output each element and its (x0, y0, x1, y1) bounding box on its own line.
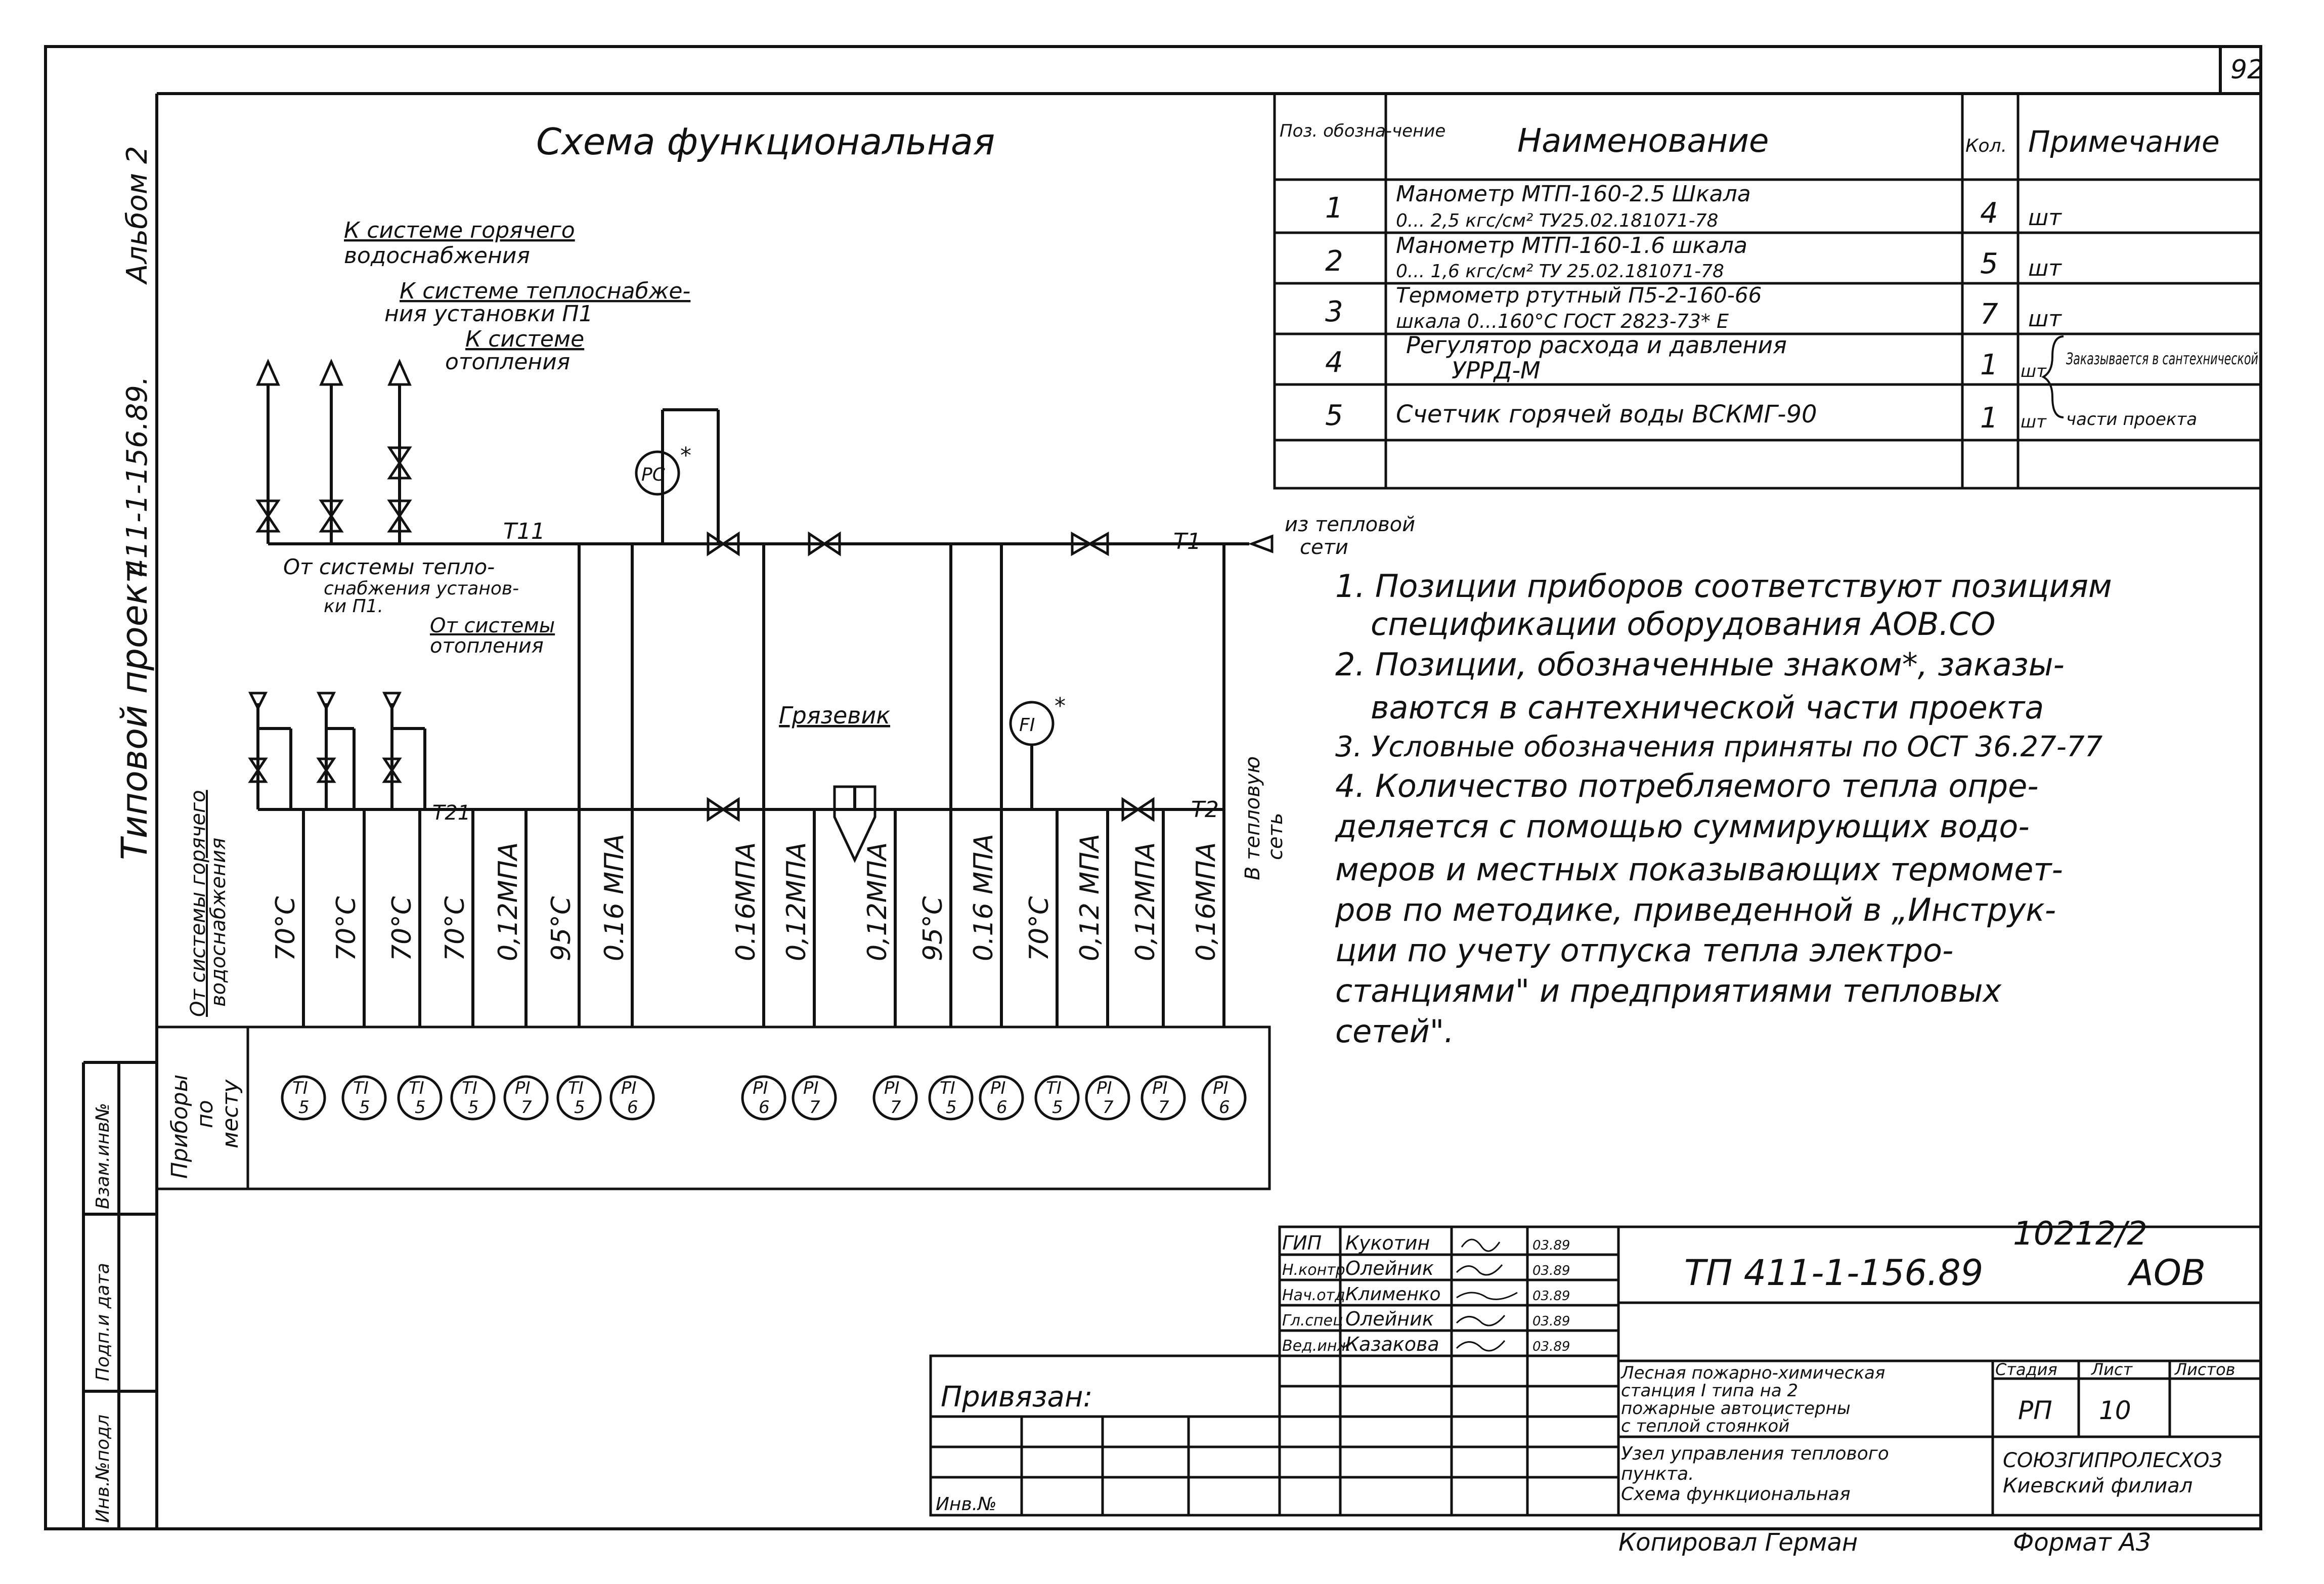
instrument-pos: 6 (996, 1097, 1007, 1118)
tag-t2: Т2 (1191, 797, 1219, 823)
label-to-network-1: В тепловую (1241, 756, 1264, 880)
label-from-heating-2: отопления (430, 634, 544, 658)
spec-name: Регулятор расхода и давления (1406, 331, 1787, 359)
sheet-header: Лист (2091, 1360, 2133, 1379)
name: Олейник (1345, 1257, 1434, 1279)
doc-number: 10212/2 (2013, 1215, 2147, 1253)
label-from-hot-water-1: От системы горячего (187, 790, 210, 1017)
tag-t1: Т1 (1173, 529, 1201, 554)
spec-header-qty: Кол. (1965, 136, 2007, 156)
reading-label: 0,12МПА (862, 842, 893, 961)
label-from-network-2: сети (1300, 536, 1348, 559)
name: Олейник (1345, 1308, 1434, 1330)
reading-label: 70°С (271, 896, 301, 961)
spec-name: Манометр МТП-160-2.5 Шкала (1396, 181, 1751, 207)
title-block (931, 1215, 2261, 1557)
sheet-title-line: Узел управления теплового (1621, 1443, 1889, 1464)
object-line: пожарные автоцистерны (1621, 1398, 1851, 1419)
instrument-pos: 5 (946, 1097, 957, 1118)
role: Н.контр (1282, 1261, 1345, 1279)
note-line: деляется с помощью суммирующих водо- (1335, 808, 2030, 845)
spec-note-a: Заказывается в сантехнической (2066, 349, 2258, 368)
spec-unit: шт (2028, 205, 2062, 231)
drawing-title: Схема функциональная (536, 120, 995, 163)
date: 03.89 (1532, 1263, 1570, 1278)
reading-label: 70°С (440, 896, 470, 961)
name: Клименко (1345, 1284, 1441, 1305)
notes (1335, 568, 2112, 1050)
instrument-pos: 5 (359, 1097, 370, 1118)
spec-row-4 (1325, 331, 2047, 384)
label-heat-supply-1: К системе теплоснабже- (400, 278, 691, 304)
label-instruments-1: Приборы (167, 1074, 193, 1179)
date: 03.89 (1532, 1289, 1570, 1304)
note-line: ваются в сантехнической части проекта (1371, 689, 2044, 726)
label-instruments-3: месту (217, 1079, 243, 1148)
spec-name-2: 0... 2,5 кгс/см² ТУ25.02.181071-78 (1396, 210, 1719, 231)
stage-header: Стадия (1995, 1360, 2057, 1379)
instrument-balloon (1036, 1077, 1078, 1119)
instrument-type: TI (462, 1078, 477, 1098)
instrument-type: PI (803, 1078, 819, 1098)
instrument-balloon (1142, 1077, 1185, 1119)
pc-asterisk: * (680, 443, 691, 468)
label-heat-supply-2: ния установки П1 (384, 301, 593, 327)
note-line: ции по учету отпуска тепла электро- (1335, 932, 1954, 969)
reading-label: 70°С (331, 896, 362, 961)
spec-name: Термометр ртутный П5-2-160-66 (1396, 283, 1762, 308)
instrument-balloon (343, 1077, 385, 1119)
role: Нач.отд (1282, 1287, 1345, 1304)
note-line: станциями" и предприятиями тепловых (1335, 972, 2002, 1009)
instrument-balloon (1086, 1077, 1129, 1119)
spec-pos: 2 (1325, 245, 1343, 278)
spec-note-b: части проекта (2066, 409, 2198, 430)
note-line: 3. Условные обозначения приняты по ОСТ 36.27-77 (1335, 731, 2103, 763)
spec-name-2: УРРД-М (1452, 357, 1541, 384)
date: 03.89 (1532, 1238, 1570, 1253)
instrument-balloon (452, 1077, 494, 1119)
instrument-pos: 7 (809, 1097, 820, 1118)
sheets-header: Листов (2175, 1360, 2235, 1379)
instrument-type: PI (884, 1078, 900, 1098)
note-line: 1. Позиции приборов соответствуют позициям (1335, 568, 2112, 605)
instrument-balloon (399, 1077, 441, 1119)
note-line: 4. Количество потребляемого тепла опре- (1335, 767, 2039, 804)
instrument-pos: 5 (468, 1097, 479, 1118)
note-line: спецификации оборудования АОВ.СО (1371, 606, 1996, 643)
spec-qty: 1 (1980, 349, 1998, 381)
spec-unit: шт (2028, 306, 2062, 332)
label-hot-water-2: водоснабжения (344, 243, 530, 269)
instrument-type: PI (515, 1078, 531, 1098)
project-type-label: Типовой проект (114, 563, 155, 860)
label-heating-1: К системе (465, 326, 585, 352)
instrument-pos: 6 (627, 1097, 638, 1118)
spec-name: Счетчик горячей воды ВСКМГ-90 (1396, 400, 1817, 429)
name: Кукотин (1345, 1232, 1430, 1254)
instrument-type: PI (990, 1078, 1006, 1098)
reading-label: 70°С (1024, 896, 1055, 961)
valves (250, 448, 1153, 820)
instrument-pos: 5 (1052, 1097, 1063, 1118)
label-from-heat-supply-3: ки П1. (324, 596, 384, 617)
note-line: ров по методике, приведенной в „Инструк- (1335, 891, 2056, 928)
page-number: 92 (2230, 55, 2264, 85)
role: Вед.инж (1282, 1337, 1351, 1355)
spec-row-2 (1325, 233, 2062, 282)
pc-label: PC (641, 464, 665, 485)
spec-name: Манометр МТП-160-1.6 шкала (1396, 233, 1747, 259)
name: Казакова (1345, 1333, 1439, 1355)
format-label: Формат А3 (2013, 1528, 2152, 1557)
stage-value: РП (2018, 1396, 2052, 1425)
instruments-group (282, 1077, 1245, 1119)
spec-pos: 5 (1325, 399, 1343, 432)
tag-t11: Т11 (503, 519, 545, 544)
label-instruments-2: по (192, 1100, 218, 1128)
reading-label: 0,16МПА (1191, 842, 1221, 961)
copied-by: Копировал Герман (1618, 1528, 1858, 1557)
stamp-label-repl: Взам.инв№ (93, 1102, 113, 1209)
instrument-balloon (793, 1077, 836, 1119)
doc-code: ТП 411-1-156.89 (1684, 1252, 1984, 1294)
instrument-type: PI (1213, 1078, 1229, 1098)
instrument-balloon (930, 1077, 972, 1119)
note-line: 2. Позиции, обозначенные знаком*, заказы- (1335, 646, 2065, 683)
reading-label: 95°С (546, 896, 577, 961)
date: 03.89 (1532, 1314, 1570, 1329)
instrument-type: TI (568, 1078, 584, 1098)
instrument-pos: 5 (574, 1097, 585, 1118)
instrument-pos: 7 (890, 1097, 901, 1118)
spec-pos: 1 (1325, 192, 1343, 225)
instrument-type: PI (753, 1078, 768, 1098)
label-hot-water-1: К системе горячего (344, 218, 575, 243)
instrument-pos: 6 (759, 1097, 770, 1118)
reading-label: 0,12МПА (1130, 842, 1161, 961)
stamp-label-inv: Инв.№подл (93, 1414, 113, 1523)
label-heating-2: отопления (445, 349, 571, 375)
reading-label: 0,12МПА (493, 842, 523, 961)
stamp-label-sign: Подп.и дата (93, 1263, 113, 1381)
reading-label: 0.16 МПА (969, 834, 999, 961)
spec-row-5 (1325, 399, 2047, 435)
reading-label: 0,12МПА (781, 842, 812, 961)
doc-mark: АОВ (2129, 1252, 2206, 1294)
instrument-balloon (1203, 1077, 1245, 1119)
object-line: Лесная пожарно-химическая (1621, 1363, 1885, 1383)
sheet-title-line: пункта. (1621, 1464, 1694, 1484)
reading-label: 0,12 МПА (1075, 834, 1105, 961)
spec-row-3 (1325, 283, 2062, 332)
reading-label: 0.16 МПА (599, 834, 630, 961)
label-mud-trap: Грязевик (779, 702, 891, 729)
object-line: станция I типа на 2 (1621, 1381, 1799, 1401)
instrument-pos: 7 (521, 1097, 532, 1118)
instrument-type: TI (409, 1078, 424, 1098)
role: ГИП (1282, 1232, 1322, 1254)
spec-header-pos: Поз. обозна-чение (1280, 121, 1446, 141)
instrument-type: PI (1152, 1078, 1168, 1098)
spec-row-1 (1325, 181, 2062, 231)
bound-label: Привязан: (941, 1381, 1093, 1414)
reading-label: 0.16МПА (731, 842, 761, 961)
spec-table (1275, 94, 2261, 488)
spec-qty: 1 (1980, 402, 1998, 435)
project-code-label: 411-1-156.89. (121, 376, 154, 577)
album-label: Альбом 2 (121, 146, 154, 283)
spec-name-2: шкала 0...160°С ГОСТ 2823-73* Е (1396, 310, 1729, 332)
tag-t21: Т21 (432, 801, 471, 825)
spec-qty: 5 (1980, 247, 1998, 280)
label-from-heat-supply-2: снабжения установ- (324, 578, 519, 599)
instrument-balloon (505, 1077, 547, 1119)
label-from-heat-supply-1: От системы тепло- (283, 554, 495, 579)
spec-unit: шт (2021, 412, 2046, 432)
instrument-type: PI (621, 1078, 637, 1098)
instrument-pos: 7 (1103, 1097, 1114, 1118)
object-line: с теплой стоянкой (1621, 1416, 1790, 1436)
spec-unit: шт (2021, 361, 2046, 381)
instrument-balloon (874, 1077, 916, 1119)
instrument-type: TI (353, 1078, 369, 1098)
spec-pos: 4 (1325, 346, 1343, 379)
org-line: СОЮЗГИПРОЛЕСХОЗ (2003, 1449, 2222, 1472)
flow-arrows (250, 362, 1272, 708)
instrument-type: TI (292, 1078, 308, 1098)
instrument-pos: 5 (415, 1097, 426, 1118)
instrument-type: TI (1046, 1078, 1062, 1098)
label-from-heating-1: От системы (430, 614, 555, 637)
label-from-hot-water-2: водоснабжения (207, 837, 230, 1007)
spec-name-2: 0... 1,6 кгс/см² ТУ 25.02.181071-78 (1396, 261, 1724, 282)
label-from-network-1: из тепловой (1285, 513, 1416, 536)
org-line: Киевский филиал (2003, 1474, 2193, 1497)
brace (2043, 336, 2064, 417)
signature (1457, 1239, 1517, 1351)
role: Гл.спец (1282, 1312, 1343, 1330)
spec-unit: шт (2028, 255, 2062, 281)
instrument-balloon (742, 1077, 785, 1119)
date: 03.89 (1532, 1339, 1570, 1354)
label-to-network-2: сеть (1264, 812, 1287, 860)
instrument-pos: 5 (298, 1097, 310, 1118)
instrument-balloon (980, 1077, 1023, 1119)
sheet-value: 10 (2099, 1396, 2131, 1425)
inv-label: Инв.№ (936, 1494, 997, 1515)
spec-pos: 3 (1325, 295, 1343, 328)
fi-asterisk: * (1055, 693, 1066, 719)
fi-flowmeter (1011, 693, 1066, 745)
instrument-pos: 7 (1158, 1097, 1169, 1118)
spec-header-name: Наименование (1517, 122, 1769, 160)
readings-group (271, 834, 1221, 961)
instrument-type: PI (1097, 1078, 1112, 1098)
sheet-title-line: Схема функциональная (1621, 1484, 1851, 1505)
reading-label: 70°С (387, 896, 417, 961)
spec-header-note: Примечание (2028, 124, 2220, 159)
fi-label: FI (1019, 715, 1035, 736)
instrument-balloon (558, 1077, 600, 1119)
reading-label: 95°С (918, 896, 948, 961)
note-line: меров и местных показывающих термомет- (1335, 851, 2063, 888)
instrument-type: TI (940, 1078, 955, 1098)
note-line: сетей". (1335, 1013, 1455, 1050)
instrument-pos: 6 (1219, 1097, 1230, 1118)
instrument-balloon (611, 1077, 653, 1119)
spec-qty: 4 (1980, 197, 1998, 230)
instrument-balloon (282, 1077, 325, 1119)
spec-qty: 7 (1980, 298, 1998, 331)
